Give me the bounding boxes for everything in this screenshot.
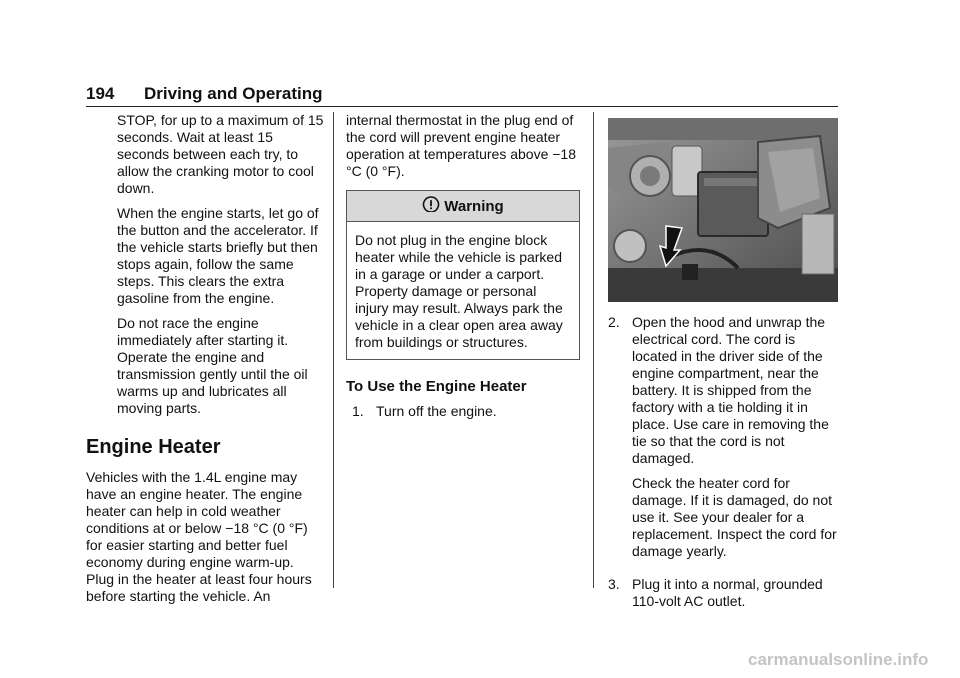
watermark: carmanualsonline.info bbox=[748, 650, 929, 669]
step-3-text: Plug it into a normal, grounded 110-volt AC outlet. bbox=[632, 576, 823, 609]
heading-to-use-engine-heater: To Use the Engine Heater bbox=[346, 378, 527, 395]
engine-compartment-photo bbox=[608, 118, 838, 302]
column-middle bbox=[346, 112, 580, 428]
step-2-check-text: Check the heater cord for damage. If it is damaged, do not use it. See your dealer for a replacement. Inspect the cord for damage yearly. bbox=[632, 475, 837, 559]
indented-paragraphs bbox=[86, 112, 324, 417]
warning-box bbox=[346, 190, 580, 360]
paragraph-engine-heater: Vehicles with the 1.4L engine may have an engine heater. The engine heater can help in cold weather conditions at or below −18 °C (0 °F) for easier starting and better fuel economy during engine warm-up. Plug in the heater at least four hours before starting the vehicle. An bbox=[86, 469, 312, 604]
step-text: Turn off the engine. bbox=[376, 403, 497, 419]
page-number: 194 bbox=[86, 84, 115, 103]
warning-title: Warning bbox=[444, 197, 504, 215]
heading-engine-heater: Engine Heater bbox=[86, 436, 221, 458]
list-item-step-2 bbox=[608, 314, 838, 568]
section-title: Driving and Operating bbox=[144, 84, 323, 103]
warning-header bbox=[347, 191, 579, 222]
paragraph-stop: STOP, for up to a maximum of 15 seconds. Wait at least 15 seconds between each try, to allow the cranking motor to cool down. bbox=[117, 112, 324, 196]
paragraph-engine-starts: When the engine starts, let go of the button and the accelerator. If the vehicle starts briefly but then stops again, follow the same steps. This clears the extra gasoline from the engine. bbox=[117, 205, 319, 306]
warning-body: Do not plug in the engine block heater while the vehicle is parked in a garage or under a carport. Property damage or personal injury may result. Always park the vehicle in a clear open area away from buildings or structures. bbox=[355, 232, 563, 350]
list-item-step-1 bbox=[346, 403, 580, 420]
paragraph-do-not-race: Do not race the engine immediately after starting it. Operate the engine and transmission gently until the oil warms up and lubricates all moving parts. bbox=[117, 315, 308, 416]
step-number: 2. bbox=[608, 314, 620, 330]
warning-icon bbox=[422, 196, 440, 216]
step-2-text: Open the hood and unwrap the electrical cord. The cord is located in the driver side of the engine compartment, near the battery. It is shipped from the factory with a tie holding it in place. Use care in removing the tie so that the cord is not damaged. bbox=[632, 314, 829, 466]
column-divider-2 bbox=[593, 112, 594, 588]
paragraph-thermostat: internal thermostat in the plug end of the cord will prevent engine heater operation at temperatures above −18 °C (0 °F). bbox=[346, 112, 576, 179]
step-2-content bbox=[632, 314, 838, 568]
step-number: 3. bbox=[608, 576, 620, 592]
column-left bbox=[86, 112, 324, 613]
list-item-step-3 bbox=[608, 576, 838, 610]
step-number: 1. bbox=[352, 403, 364, 419]
column-right bbox=[608, 116, 838, 618]
column-divider-1 bbox=[333, 112, 334, 588]
page-header bbox=[86, 84, 838, 107]
